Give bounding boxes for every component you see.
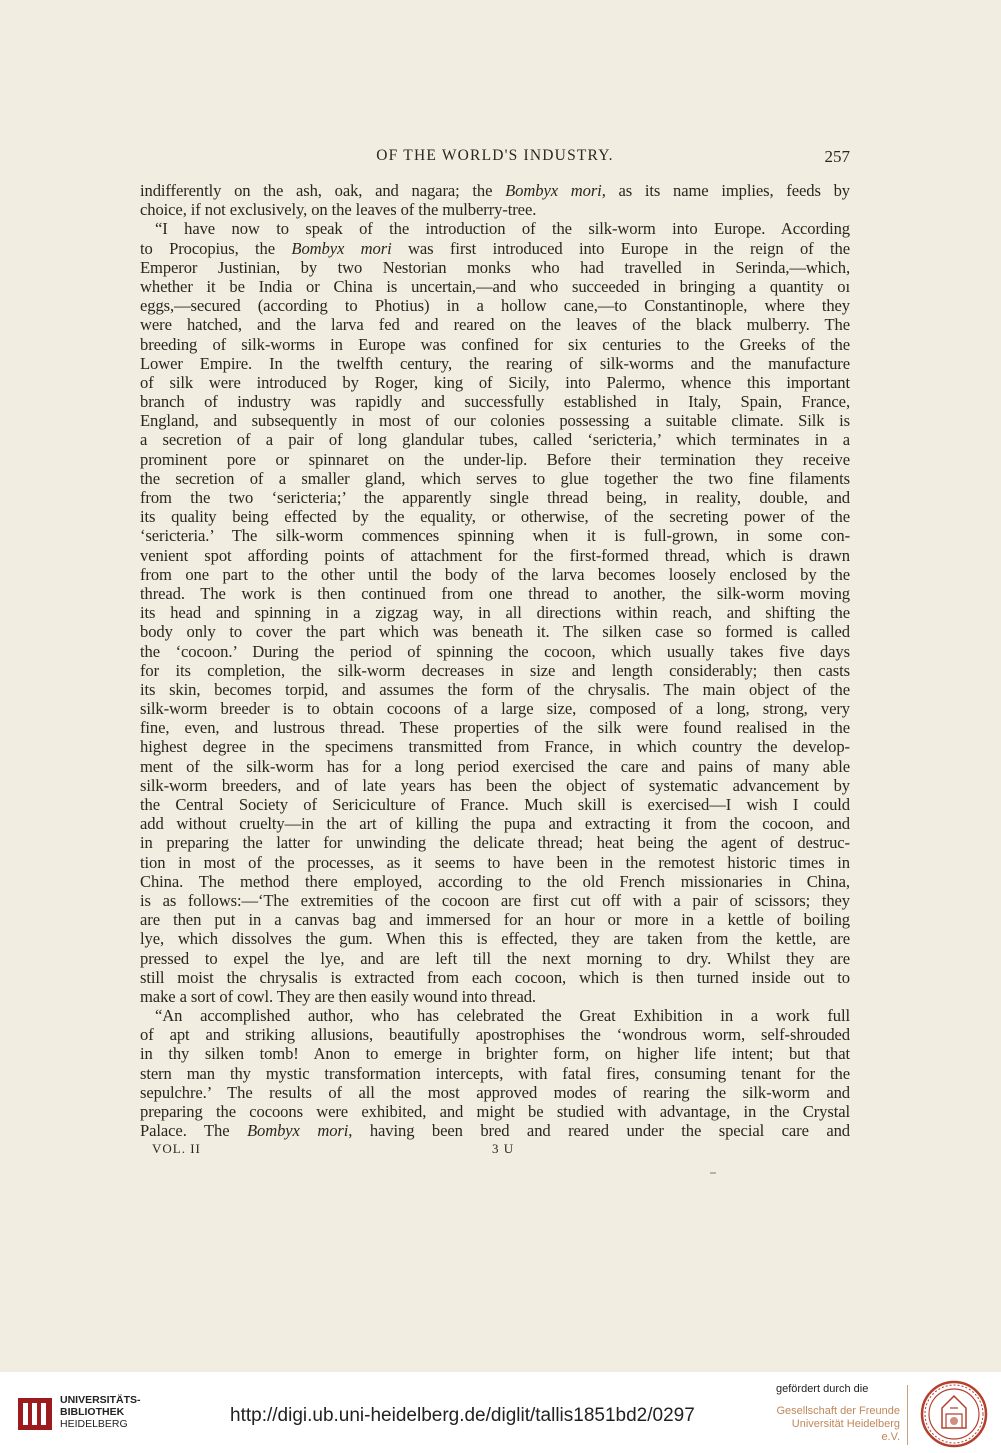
- text-line: is as follows:—‘The extremities of the cocoon are first cut off with a pair of scissors; they: [140, 890, 850, 910]
- library-name-line: HEIDELBERG: [60, 1418, 128, 1430]
- text-line: sepulchre.’ The results of all the most approved modes of rearing the silk-worm and: [140, 1082, 850, 1102]
- text-line: silk-worm breeder is to obtain cocoons of a large size, composed of a long, strong, very: [140, 699, 850, 719]
- text-line: Palace. The Bombyx mori, having been bred and reared under the special care and: [140, 1121, 850, 1141]
- text-line: preparing the cocoons were exhibited, and might be studied with advantage, in the Crystal: [140, 1102, 850, 1121]
- library-name-line: BIBLIOTHEK: [60, 1406, 125, 1418]
- text-line: the secretion of a smaller gland, which serves to glue together the two fine filaments: [140, 468, 850, 488]
- text-line: Lower Empire. In the twelfth century, the rearing of silk-worms and the manufacture: [140, 353, 850, 373]
- society-name-line: Gesellschaft der Freunde: [776, 1405, 900, 1417]
- text-line: a secretion of a pair of long glandular tubes, called ‘sericteria,’ which terminates in a: [140, 430, 850, 450]
- text-line: in preparing the latter for unwinding the delicate thread; heat being the agent of destruc-: [140, 833, 850, 853]
- text-line: highest degree in the specimens transmitted from France, in which country the develop-: [140, 737, 850, 757]
- page-number: 257: [824, 147, 850, 166]
- text-line: fine, even, and lustrous thread. These properties of the silk were found realised in the: [140, 718, 850, 738]
- text-line: breeding of silk-worms in Europe was confined for six centuries to the Greeks of the: [140, 334, 850, 354]
- text-line: China. The method there employed, according to the old French missionaries in China,: [140, 871, 850, 891]
- text-line: add without cruelty—in the art of killing the pupa and extracting it from the cocoon, and: [140, 814, 850, 834]
- text-line: tion in most of the processes, as it seems to have been in the remotest historic times in: [140, 852, 850, 872]
- text-line: the ‘cocoon.’ During the period of spinning the cocoon, which usually takes five days: [140, 641, 850, 661]
- text-line: to Procopius, the Bombyx mori was first introduced into Europe in the reign of the: [140, 238, 850, 258]
- text-line: the Central Society of Sericiculture of France. Much skill is exercised—I wish I could: [140, 795, 850, 814]
- text-line: make a sort of cowl. They are then easily wound into thread.: [140, 986, 536, 1006]
- text-line: its head and spinning in a zigzag way, in all directions within reach, and shifting the: [140, 603, 850, 623]
- text-line: eggs,—secured (according to Photius) in a hollow cane,—to Constantinople, where they: [140, 296, 850, 316]
- text-line: for its completion, the silk-worm decreases in size and length considerably; then casts: [140, 660, 850, 680]
- text-line: whether it be India or China is uncertain,—and who succeeded in bringing a quantity oı: [140, 276, 850, 296]
- page-footer: [152, 1141, 552, 1161]
- text-line: ment of the silk-worm has for a long period exercised the care and pains of many able: [140, 756, 850, 776]
- text-line: lye, which dissolves the gum. When this is effected, they are taken from the kettle, are: [140, 929, 850, 949]
- text-line: in thy silken tomb! Anon to emerge in brighter form, on higher life intent; but that: [140, 1044, 850, 1064]
- signature-mark: 3 U: [492, 1141, 515, 1156]
- digitization-bar: [0, 1372, 1001, 1453]
- library-name: [60, 1394, 141, 1430]
- text-line: “I have now to speak of the introduction of the silk-worm into Europe. According: [155, 219, 850, 239]
- text-line: of silk were introduced by Roger, king of Sicily, into Palermo, whence this important: [140, 372, 850, 392]
- divider: [907, 1385, 908, 1445]
- text-line: thread. The work is then continued from one thread to another, the silk-worm moving: [140, 583, 850, 603]
- body-text: [140, 181, 850, 1140]
- text-line: are then put in a canvas bag and immersed for an hour or more in a kettle of boiling: [140, 910, 850, 930]
- text-line: its skin, becomes torpid, and assumes the form of the chrysalis. The main object of the: [140, 679, 850, 699]
- university-library-logo: [16, 1392, 54, 1434]
- running-head: [140, 147, 850, 171]
- text-line: stern man thy mystic transformation intercepts, with fatal fires, consuming tenant for the: [140, 1063, 850, 1083]
- society-name: [776, 1405, 900, 1444]
- text-line: branch of industry was rapidly and successfully established in Italy, Spain, France,: [140, 392, 850, 412]
- society-name-line: Universität Heidelberg e.V.: [791, 1418, 900, 1443]
- text-line: England, and subsequently in most of our colonies possessing a suitable climate. Silk is: [140, 411, 850, 431]
- text-line: body only to cover the part which was beneath it. The silken case so formed is called: [140, 622, 850, 642]
- text-line: choice, if not exclusively, on the leaves of the mulberry-tree.: [140, 200, 537, 220]
- text-line: “An accomplished author, who has celebrated the Great Exhibition in a work full: [155, 1006, 850, 1026]
- text-line: still moist the chrysalis is extracted from each cocoon, which is then turned inside out to: [140, 967, 850, 987]
- funded-by-label: gefördert durch die: [776, 1383, 869, 1395]
- running-title: OF THE WORLD'S INDUSTRY.: [376, 147, 614, 164]
- university-seal-icon: [920, 1380, 988, 1448]
- text-line: Emperor Justinian, by two Nestorian monks who had travelled in Serinda,—which,: [140, 257, 850, 277]
- volume-label: VOL. II: [152, 1141, 201, 1156]
- text-line: prominent pore or spinnaret on the under-lip. Before their termination they receive: [140, 449, 850, 469]
- text-line: silk-worm breeders, and of late years has been the object of systematic advancement by: [140, 775, 850, 795]
- text-line: ‘sericteria.’ The silk-worm commences spinning when it is full-grown, in some con-: [140, 526, 850, 546]
- library-name-line: UNIVERSITÄTS-: [60, 1394, 141, 1406]
- text-line: from one part to the other until the body of the larva becomes loosely enclosed by the: [140, 564, 850, 584]
- text-line: indifferently on the ash, oak, and nagara; the Bombyx mori, as its name implies, feeds by: [140, 181, 850, 200]
- scan-speck: [710, 1172, 716, 1174]
- text-line: pressed to expel the lye, and are left till the next morning to dry. Whilst they are: [140, 948, 850, 968]
- text-line: its quality being effected by the equality, or otherwise, of the secreting power of the: [140, 507, 850, 527]
- text-line: of apt and striking allusions, beautifully apostrophises the ‘wondrous worm, self-shrouded: [140, 1025, 850, 1045]
- text-line: venient spot affording points of attachment for the first-formed thread, which is drawn: [140, 545, 850, 565]
- text-line: were hatched, and the larva fed and reared on the leaves of the black mulberry. The: [140, 315, 850, 335]
- permalink-url[interactable]: http://digi.ub.uni-heidelberg.de/diglit/tallis1851bd2/0297: [230, 1405, 695, 1426]
- text-line: from the two ‘sericteria;’ the apparently single thread being, in reality, double, and: [140, 488, 850, 507]
